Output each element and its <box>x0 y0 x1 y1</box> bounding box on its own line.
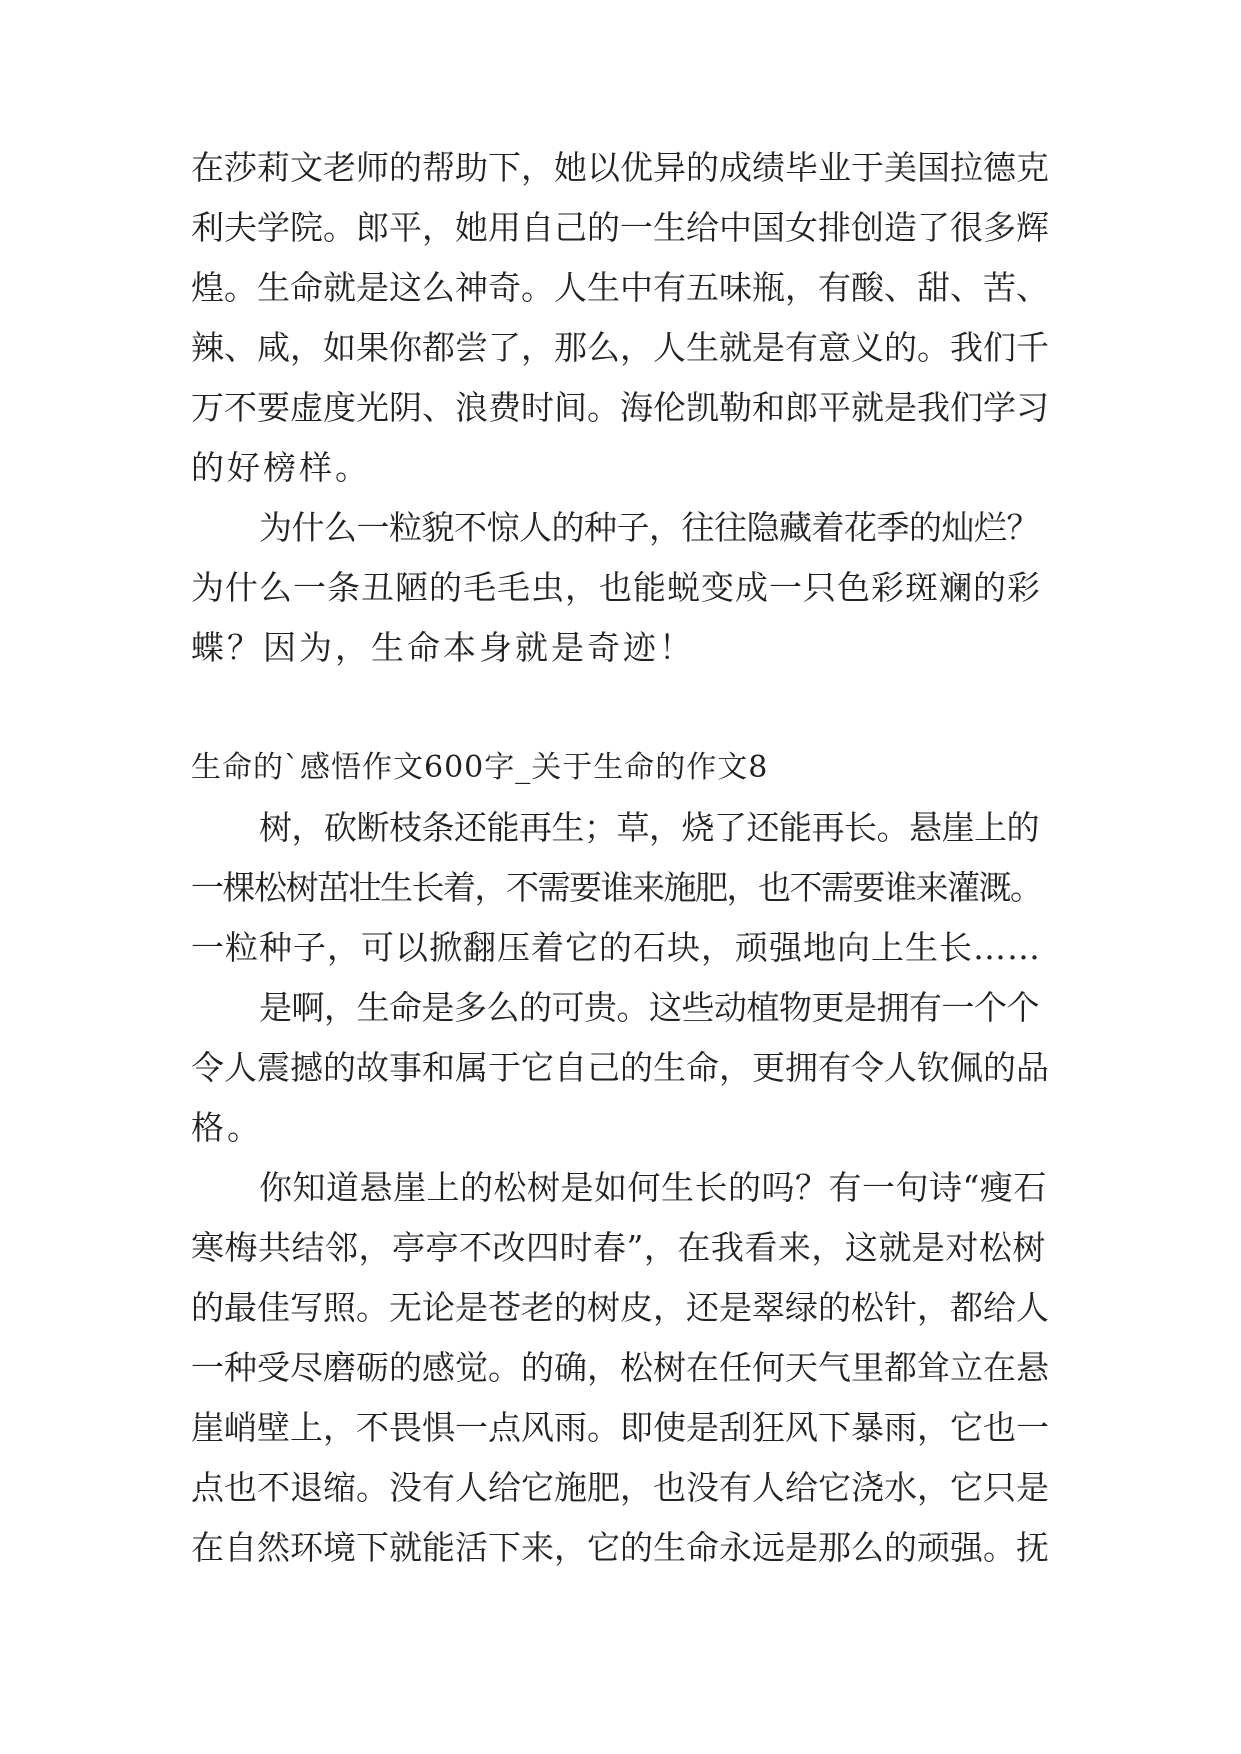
paragraph-1-line-6: 的好榜样。 <box>191 448 371 487</box>
paragraph-1-line-1: 在莎莉文老师的帮助下，她以优异的成绩毕业于美国拉德克 <box>191 148 1049 187</box>
paragraph-4-line-2: 令人震撼的故事和属于它自己的生命，更拥有令人钦佩的品 <box>191 1048 1049 1087</box>
paragraph-1-line-4: 辣、咸，如果你都尝了，那么，人生就是有意义的。我们千 <box>191 328 1049 367</box>
paragraph-1-line-5: 万不要虚度光阴、浪费时间。海伦凯勒和郎平就是我们学习 <box>191 388 1049 427</box>
paragraph-5-line-7: 在自然环境下就能活下来，它的生命永远是那么的顽强。抚 <box>191 1528 1049 1567</box>
paragraph-5-line-1: 你知道悬崖上的松树是如何生长的吗？有一句诗“瘦石 <box>259 1168 1047 1207</box>
paragraph-3-line-2: 一棵松树茁壮生长着，不需要谁来施肥，也不需要谁来灌溉。 <box>191 868 1042 907</box>
paragraph-1-line-2: 利夫学院。郎平，她用自己的一生给中国女排创造了很多辉 <box>191 208 1049 247</box>
paragraph-4-line-1: 是啊，生命是多么的可贵。这些动植物更是拥有一个个 <box>259 988 1039 1027</box>
paragraph-3-line-1: 树，砍断枝条还能再生；草，烧了还能再长。悬崖上的 <box>259 808 1039 847</box>
paragraph-4-line-3: 格。 <box>191 1108 263 1147</box>
paragraph-5-line-5: 崖峭壁上，不畏惧一点风雨。即使是刮狂风下暴雨，它也一 <box>191 1408 1049 1447</box>
paragraph-2-line-1: 为什么一粒貌不惊人的种子，往往隐藏着花季的灿烂？ <box>259 508 1039 547</box>
paragraph-5-line-2: 寒梅共结邻，亭亭不改四时春”，在我看来，这就是对松树 <box>191 1228 1046 1267</box>
paragraph-5-line-3: 的最佳写照。无论是苍老的树皮，还是翠绿的松针，都给人 <box>191 1288 1049 1327</box>
paragraph-5-line-6: 点也不退缩。没有人给它施肥，也没有人给它浇水，它只是 <box>191 1468 1049 1507</box>
paragraph-3-line-3: 一粒种子，可以掀翻压着它的石块，顽强地向上生长…… <box>191 928 1041 967</box>
section-heading: 生命的`感悟作文600字_关于生命的作文8 <box>191 750 769 785</box>
paragraph-2-line-2: 为什么一条丑陋的毛毛虫，也能蜕变成一只色彩斑斓的彩 <box>191 568 1041 607</box>
paragraph-2-line-3: 蝶？因为，生命本身就是奇迹！ <box>191 628 695 667</box>
paragraph-5-line-4: 一种受尽磨砺的感觉。的确，松树在任何天气里都耸立在悬 <box>191 1348 1049 1387</box>
paragraph-1-line-3: 煌。生命就是这么神奇。人生中有五味瓶，有酸、甜、苦、 <box>191 268 1049 307</box>
